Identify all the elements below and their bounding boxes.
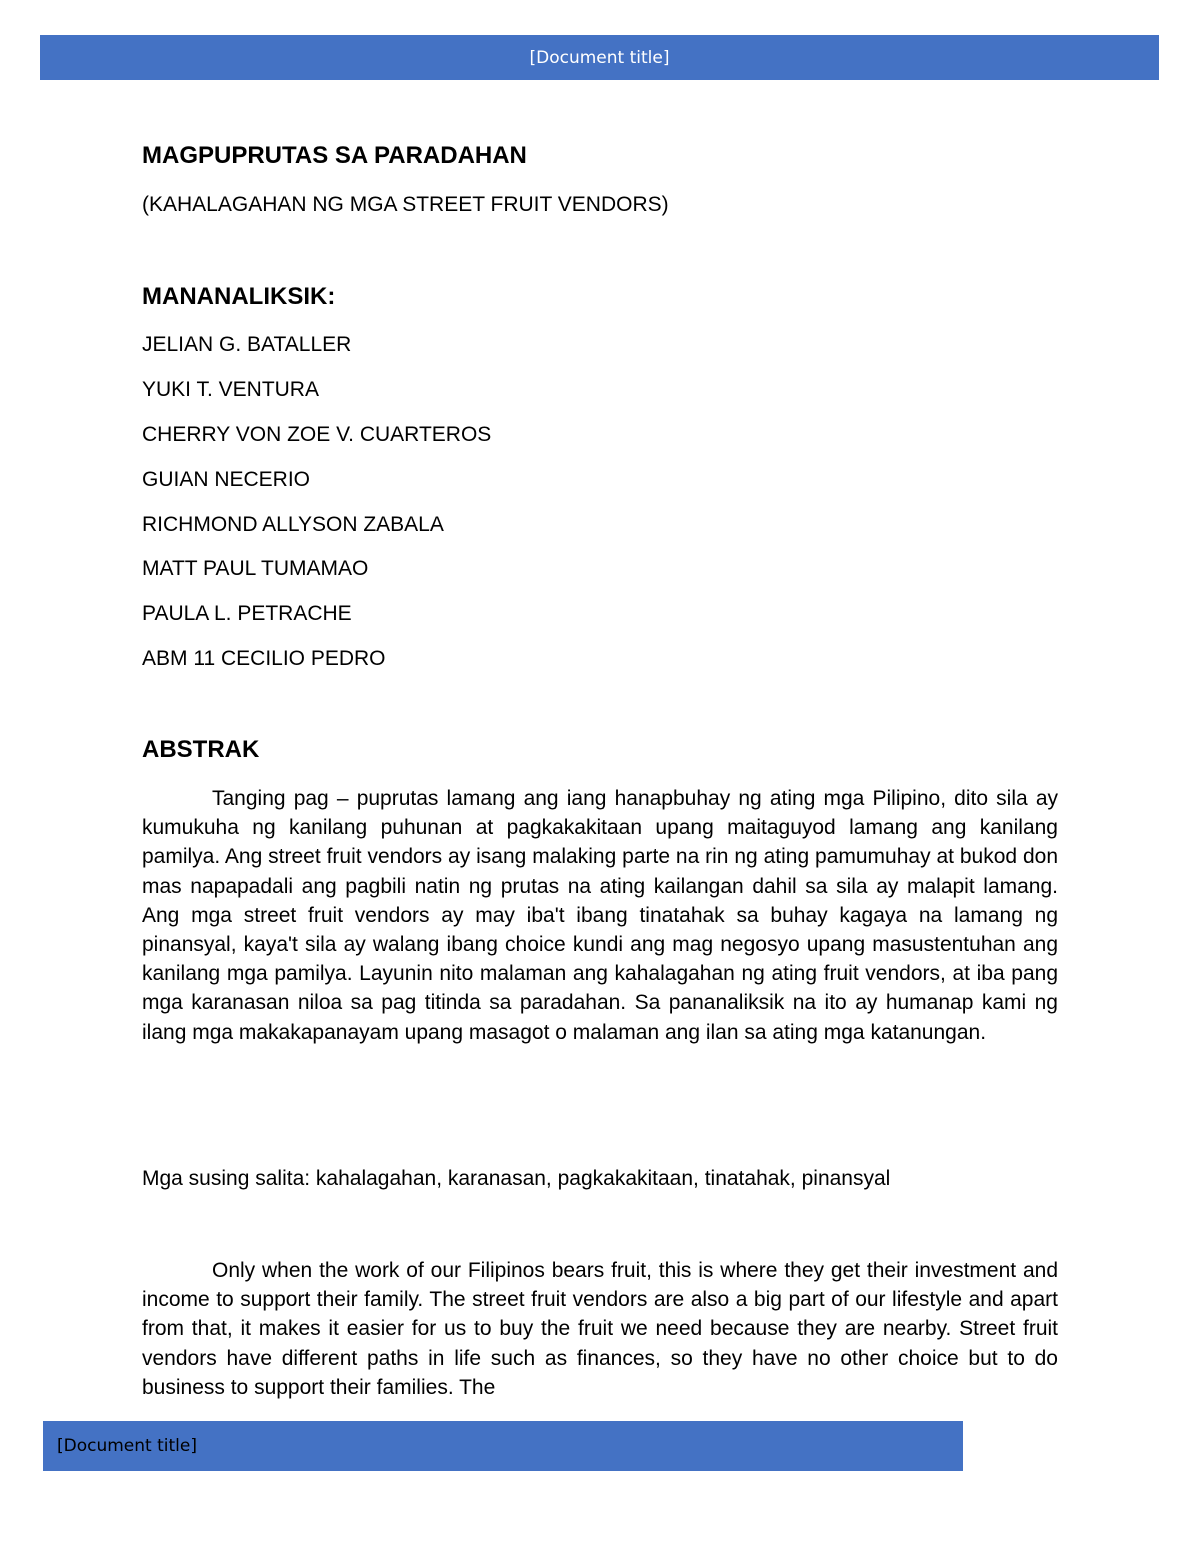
researcher-name: GUIAN NECERIO [142, 467, 311, 491]
researchers-list [142, 331, 491, 690]
document-subtitle: (KAHALAGAHAN NG MGA STREET FRUIT VENDORS) [142, 193, 669, 216]
researcher-name: RICHMOND ALLYSON ZABALA [142, 512, 444, 536]
abstract-tagalog-paragraph: Tanging pag – puprutas lamang ang iang hanapbuhay ng ating mga Pilipino, dito sila ay kumukuha ng kanilang puhunan at pagkakakitaan upang maitaguyod lamang ang kanilang pamilya. Ang street fruit vendors ay isang malaking parte na rin ng ating pamumuhay at bukod don mas napapadali ang pagbili natin ng prutas na ating kailangan dahil sa sila ay malapit lamang. Ang mga street fruit vendors ay may iba't ibang tinatahak sa buhay kagaya na lamang ng pinansyal, kaya't sila ay walang ibang choice kundi ang mag negosyo upang masustentuhan ang kanilang mga pamilya. Layunin nito malaman ang kahalagahan ng ating fruit vendors, at iba pang mga karanasan niloa sa pag titinda sa paradahan. Sa pananaliksik na ito ay humanap kami ng ilang mga makakapanayam upang masagot o malaman ang ilan sa ating mga katanungan. [142, 787, 1058, 1044]
researcher-name: YUKI T. VENTURA [142, 377, 319, 401]
document-title: MAGPUPRUTAS SA PARADAHAN [142, 142, 527, 169]
abstract-heading: ABSTRAK [142, 736, 260, 763]
footer-bar [43, 1421, 963, 1471]
keywords-line: Mga susing salita: kahalagahan, karanasan, pagkakakitaan, tinatahak, pinansyal [142, 1167, 891, 1190]
researcher-name: CHERRY VON ZOE V. CUARTEROS [142, 422, 492, 446]
header-title[interactable]: [Document title] [529, 47, 670, 68]
researcher-name: JELIAN G. BATALLER [142, 333, 352, 356]
header-bar [40, 35, 1159, 80]
researcher-name: MATT PAUL TUMAMAO [142, 557, 369, 581]
researcher-name: ABM 11 CECILIO PEDRO [142, 647, 386, 671]
footer-title[interactable]: [Document title] [57, 1436, 197, 1456]
abstract-english-paragraph: Only when the work of our Filipinos bears fruit, this is where they get their investment and income to support their family. The street fruit vendors are also a big part of our lifestyle and apart from that, it makes it easier for us to buy the fruit we need because they are nearby. Street fruit vendors have different paths in life such as finances, so they have no other choice but to do business to support their families. The [142, 1259, 1058, 1399]
researcher-name: PAULA L. PETRACHE [142, 602, 352, 626]
researchers-heading: MANANALIKSIK: [142, 283, 336, 310]
